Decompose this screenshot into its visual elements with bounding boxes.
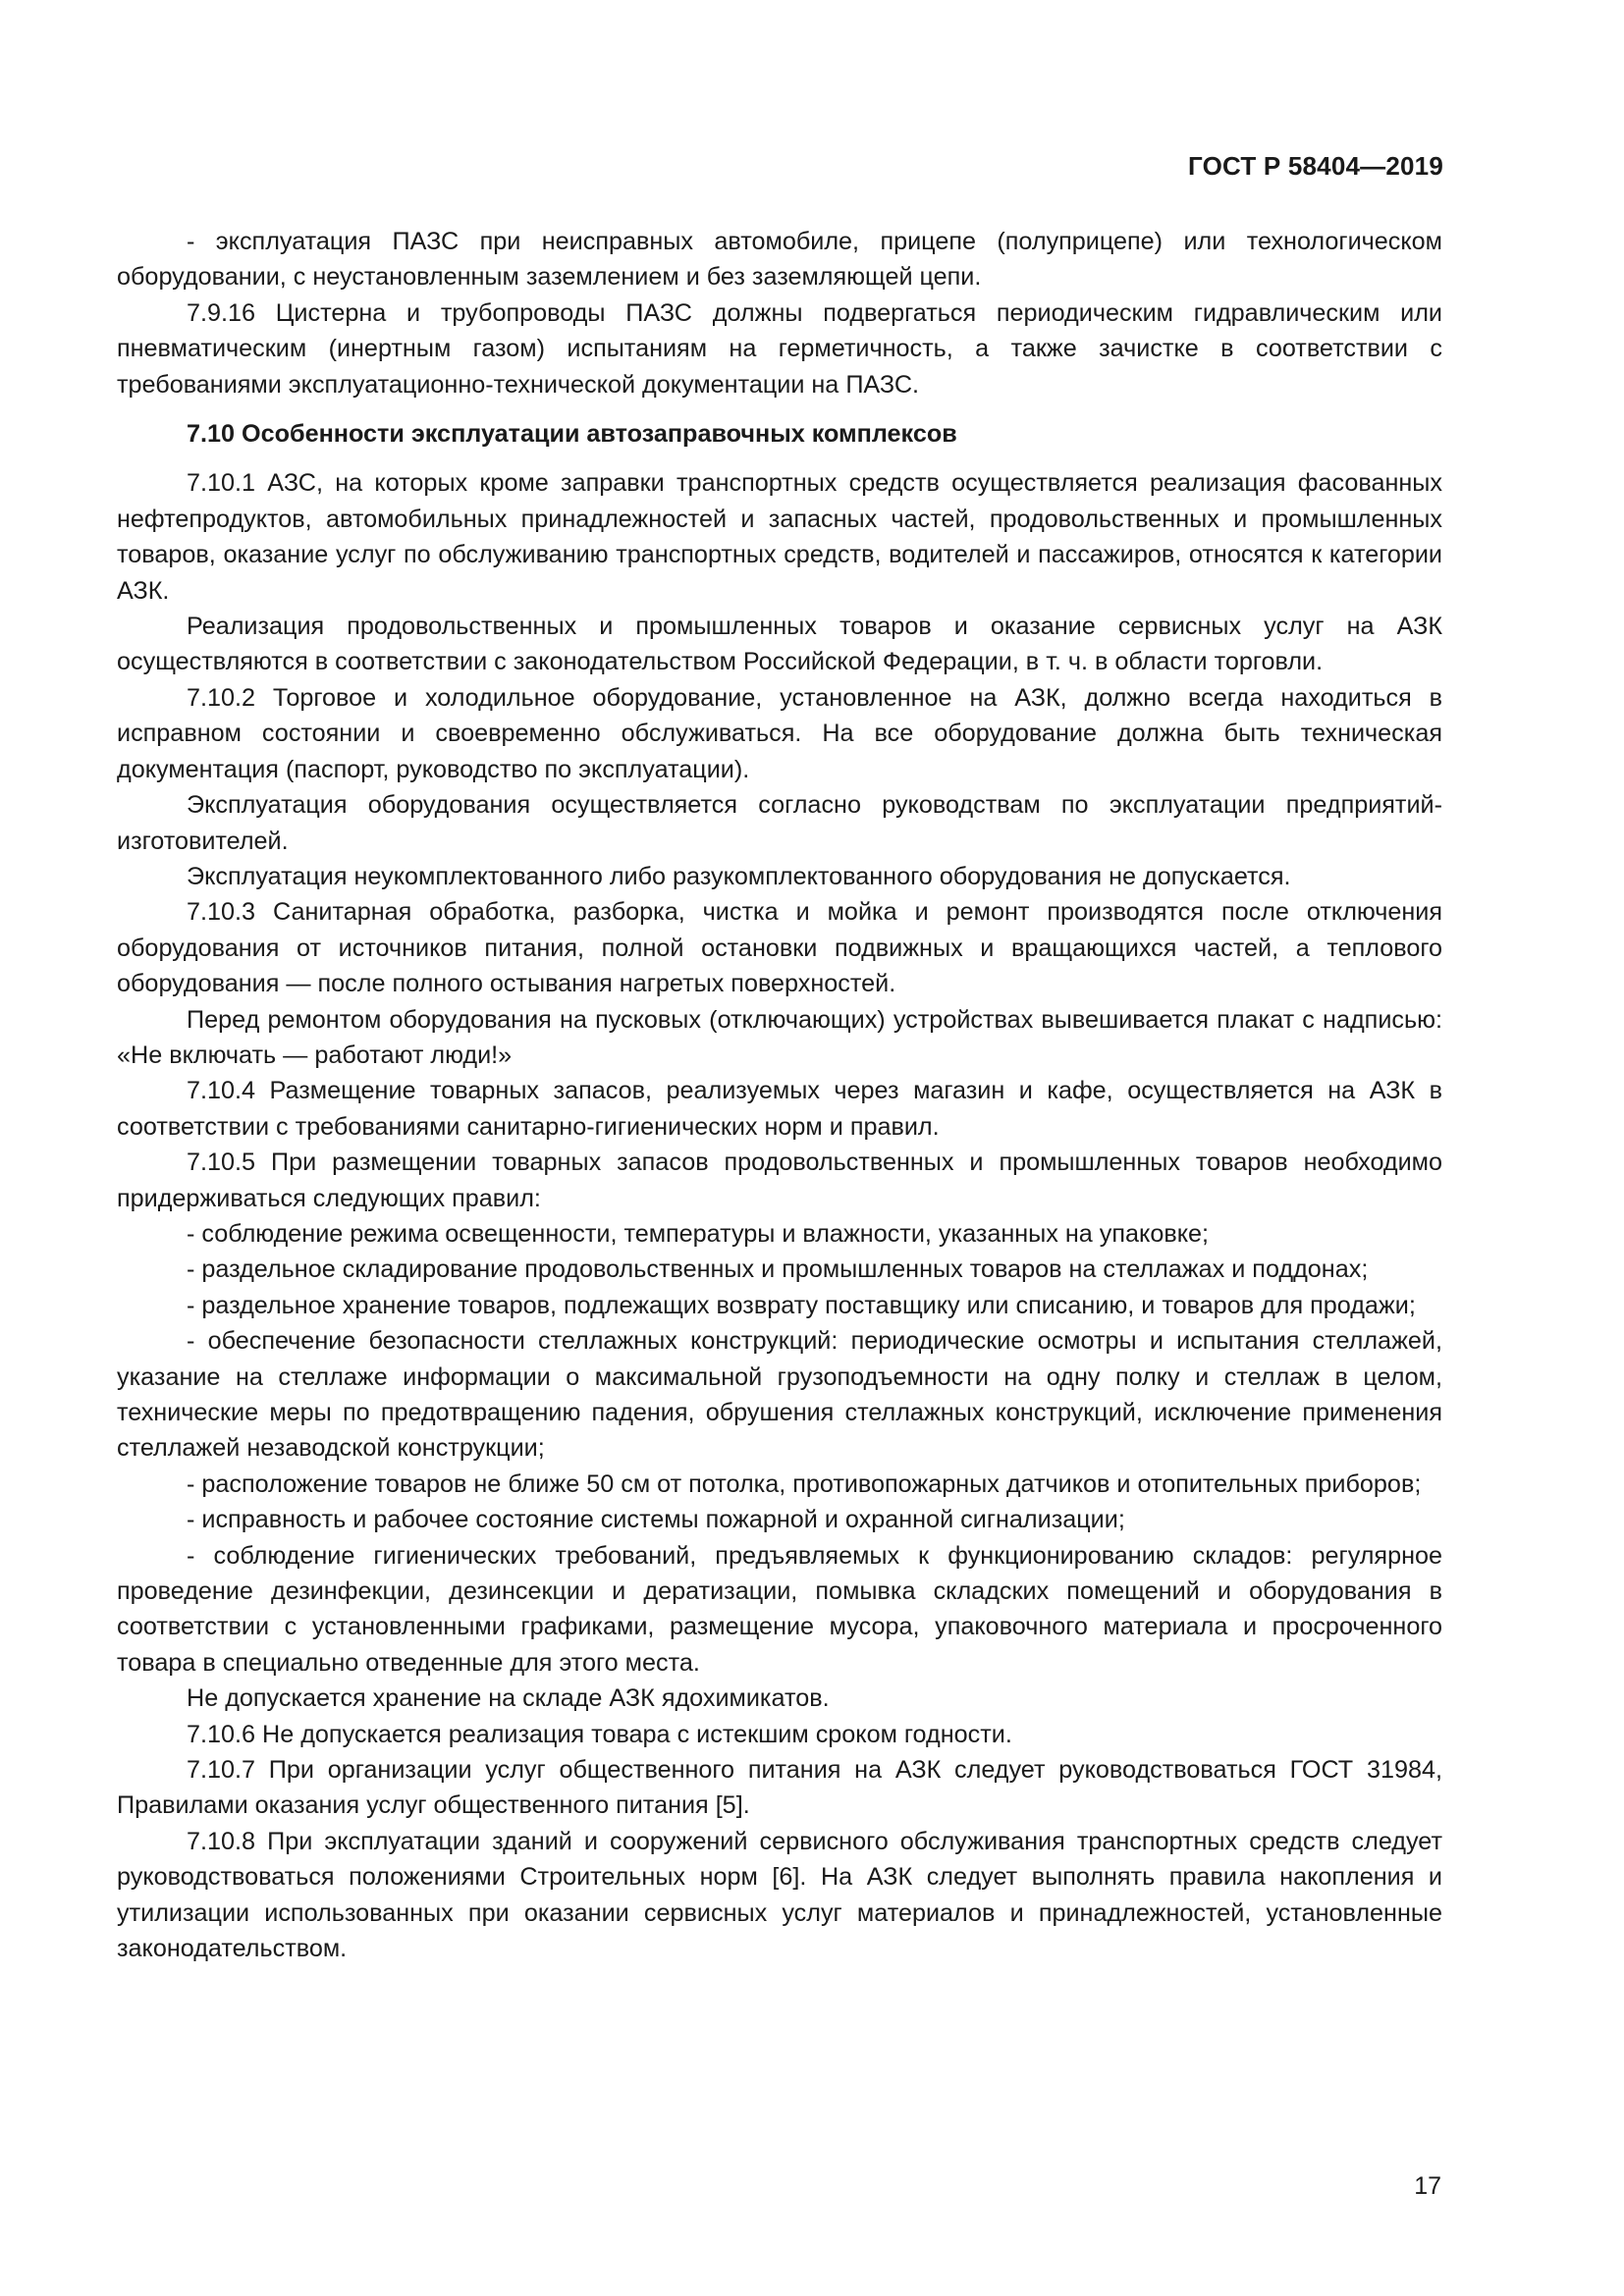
document-code: ГОСТ Р 58404—2019 — [1188, 151, 1443, 181]
paragraph: 7.10.8 При эксплуатации зданий и сооружений сервисного обслуживания транспортных средств следует руководствоваться положениями Строительных норм [6]. На АЗК следует выполнять правила накопления и утилизации использованных при оказании сервисных услуг материалов и принадлежностей, установленные законодательством. — [117, 1827, 1442, 1963]
list-item: - соблюдение гигиенических требований, предъявляемых к функционированию складов: регулярное проведение дезинфекции, дезинсекции и дератизации, помывка складских помещений и оборудования в соответствии с установленными графиками, размещение мусора, упаковочного материала и просроченного товара в специально отведенные для этого места. — [117, 1541, 1442, 1677]
paragraph: 7.10.6 Не допускается реализация товара с истекшим сроком годности. — [187, 1720, 1012, 1748]
list-item: - соблюдение режима освещенности, температуры и влажности, указанных на упаковке; — [187, 1219, 1210, 1248]
paragraph: 7.10.3 Санитарная обработка, разборка, чистка и мойка и ремонт производятся после отключения оборудования от источников питания, полной остановки подвижных и вращающихся частей, а теплового оборудования — после полного остывания нагретых поверхностей. — [117, 898, 1442, 998]
paragraph: - эксплуатация ПАЗС при неисправных автомобиле, прицепе (полуприцепе) или технологическом оборудовании, с неустановленным заземлением и без заземляющей цепи. — [117, 228, 1442, 292]
list-item: - расположение товаров не ближе 50 см от потолка, противопожарных датчиков и отопительных приборов; — [187, 1469, 1422, 1498]
paragraph: 7.10.2 Торговое и холодильное оборудование, установленное на АЗК, должно всегда находиться в исправном состоянии и своевременно обслуживаться. На все оборудование должна быть техническая документация (паспорт, руководство по эксплуатации). — [117, 683, 1442, 783]
list-item: - раздельное складирование продовольственных и промышленных товаров на стеллажах и поддонах; — [187, 1255, 1369, 1284]
list-item: - раздельное хранение товаров, подлежащих возврату поставщику или списанию, и товаров для продажи; — [187, 1291, 1416, 1319]
document-body — [117, 224, 1442, 1967]
list-item: - исправность и рабочее состояние системы пожарной и охранной сигнализации; — [187, 1506, 1125, 1534]
paragraph: Не допускается хранение на складе АЗК ядохимикатов. — [187, 1684, 830, 1713]
paragraph: 7.10.4 Размещение товарных запасов, реализуемых через магазин и кафе, осуществляется на АЗК в соответствии с требованиями санитарно-гигиенических норм и правил. — [117, 1077, 1442, 1141]
paragraph: 7.10.1 АЗС, на которых кроме заправки транспортных средств осуществляется реализация фасованных нефтепродуктов, автомобильных принадлежностей и запасных частей, продовольственных и промышленных товаров, оказание услуг по обслуживанию транспортных средств, водителей и пассажиров, относятся к категории АЗК. — [117, 469, 1442, 605]
page-number: 17 — [1414, 2172, 1441, 2200]
paragraph: Эксплуатация оборудования осуществляется согласно руководствам по эксплуатации предприятий-изготовителей. — [117, 791, 1442, 855]
paragraph: Перед ремонтом оборудования на пусковых (отключающих) устройствах вывешивается плакат с надписью: «Не включать — работают люди!» — [117, 1005, 1442, 1069]
list-item: - обеспечение безопасности стеллажных конструкций: периодические осмотры и испытания стеллажей, указание на стеллаже информации о максимальной грузоподъемности на одну полку и стеллаж в целом, технические меры по предотвращению падения, обрушения стеллажных конструкций, исключение применения стеллажей незаводской конструкции; — [117, 1327, 1442, 1463]
paragraph: 7.10.7 При организации услуг общественного питания на АЗК следует руководствоваться ГОСТ 31984, Правилами оказания услуг общественного питания [5]. — [117, 1756, 1442, 1820]
paragraph: 7.9.16 Цистерна и трубопроводы ПАЗС должны подвергаться периодическим гидравлическим или пневматическим (инертным газом) испытаниям на герметичность, а также зачистке в соответствии с требованиями эксплуатационно-технической документации на ПАЗС. — [117, 298, 1442, 399]
section-heading: 7.10 Особенности эксплуатации автозаправочных комплексов — [187, 420, 957, 449]
paragraph: 7.10.5 При размещении товарных запасов продовольственных и промышленных товаров необходимо придерживаться следующих правил: — [117, 1148, 1442, 1212]
paragraph: Реализация продовольственных и промышленных товаров и оказание сервисных услуг на АЗК осуществляются в соответствии с законодательством Российской Федерации, в т. ч. в области торговли. — [117, 613, 1442, 676]
paragraph: Эксплуатация неукомплектованного либо разукомплектованного оборудования не допускается. — [187, 862, 1291, 890]
